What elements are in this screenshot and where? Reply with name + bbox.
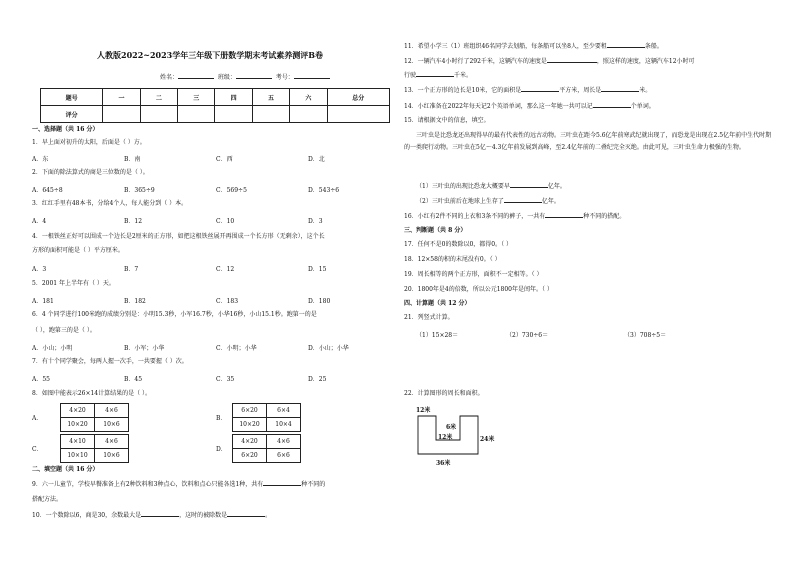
option-c-grid[interactable] (60, 434, 129, 463)
score-cell: 一 (103, 89, 140, 106)
option[interactable]: A．55 (32, 376, 50, 383)
question-18: 18．12×58的积的末尾没有0。（ ） (404, 256, 501, 263)
score-cell: 题号 (41, 89, 103, 106)
score-input-cell[interactable] (252, 106, 289, 123)
question-text: 个单词。 (630, 103, 655, 110)
question-10: 10．一个数除以6，商是30，余数最大是 ，这时的被除数是 。 (32, 512, 272, 519)
grid-cell: 4×20 (61, 404, 95, 418)
grid-cell: 10×20 (233, 418, 267, 432)
option[interactable]: D．15 (308, 266, 327, 273)
score-cell: 六 (290, 89, 327, 106)
grid-cell: 4×6 (95, 404, 129, 418)
question-text: 条船。 (644, 43, 663, 50)
question-15-2 (416, 197, 560, 206)
question-text: 12．一辆汽车4小时行了292千米，这辆汽车的速度是 (404, 58, 547, 65)
student-info-line (160, 72, 330, 81)
class-label: 班级： (217, 74, 236, 81)
question-4: 4．一根铁丝正好可以围成一个边长是2厘米的正方形，如把这根铁丝展开再围成一个长方形（无剩余），这个长 (32, 233, 325, 240)
option[interactable]: A．645÷8 (32, 187, 63, 194)
right-column (402, 0, 774, 562)
figure-label-right: 24米 (480, 436, 495, 443)
option[interactable]: A．181 (32, 298, 54, 305)
option-a-grid[interactable] (60, 403, 129, 432)
figure-label-bottom: 36米 (436, 460, 451, 467)
grid-cell: 10×6 (95, 418, 129, 432)
figure-label-notch-height: 12米 (438, 434, 453, 441)
question-text: 平方米，周长是 (559, 87, 602, 94)
option[interactable]: C．569÷5 (216, 187, 247, 194)
score-input-cell[interactable] (103, 106, 140, 123)
question-4-cont: 方形的面积可能是（ ）平方厘米。 (32, 247, 124, 254)
question-7: 7．有十个同学聚会，每两人握一次手，一共要握（ ）次。 (32, 358, 188, 365)
question-19: 19．周长相等的两个正方形，面积不一定相等。（ ） (404, 271, 543, 278)
question-21: 21．列竖式计算。 (404, 314, 454, 321)
question-text: ，照这样的速度，这辆汽车12小时可 (596, 58, 695, 65)
answer-blank[interactable] (263, 480, 301, 486)
question-13 (404, 86, 651, 95)
question-14 (404, 102, 655, 111)
score-value-row (41, 106, 390, 123)
question-text: 亿年。 (547, 183, 566, 190)
option-d-grid[interactable] (232, 434, 301, 463)
name-field[interactable] (178, 73, 214, 79)
question-2: 2．下面的除法算式的商是三位数的是（ ）。 (32, 169, 149, 176)
question-20: 20．1800年是4的倍数，所以公元1800年是闰年。（ ） (404, 286, 553, 293)
grid-cell: 4×10 (61, 435, 95, 449)
question-12 (404, 57, 695, 66)
answer-blank[interactable] (547, 57, 597, 63)
score-cell: 三 (178, 89, 215, 106)
section-heading: 一、选择题（共 16 分） (32, 126, 99, 133)
score-cell: 评分 (41, 106, 103, 123)
question-3: 3．红红手里有48本书，分给4个人，每人能分到（ ）本。 (32, 200, 188, 207)
answer-blank[interactable] (593, 102, 631, 108)
answer-blank[interactable] (510, 182, 548, 188)
grid-cell: 6×4 (267, 404, 301, 418)
question-text: （1）三叶虫的出现比恐龙大概要早 (416, 183, 510, 190)
option[interactable]: A．4 (32, 218, 47, 225)
calc-item: （1）15×28＝ (416, 332, 459, 339)
option[interactable]: D．25 (308, 376, 327, 383)
score-cell: 二 (140, 89, 177, 106)
option-label[interactable]: A． (32, 415, 43, 422)
name-label: 姓名： (160, 74, 179, 81)
grid-cell: 10×6 (95, 449, 129, 463)
calc-item: （3）708÷5＝ (624, 332, 667, 339)
section-heading: 二、填空题（共 16 分） (32, 466, 99, 473)
answer-blank[interactable] (601, 86, 639, 92)
question-22: 22．计算图形的周长和面积。 (404, 390, 484, 397)
figure-label-top: 12米 (416, 407, 431, 414)
option[interactable]: C．183 (216, 298, 239, 305)
question-text: 13．一个正方形的边长是10米，它的面积是 (404, 87, 522, 94)
option[interactable]: C．12 (216, 266, 235, 273)
section-heading: 三、判断题（共 8 分） (404, 227, 467, 234)
grid-cell: 6×6 (267, 449, 301, 463)
left-column (30, 0, 390, 562)
option[interactable]: C．小明；小华 (216, 345, 257, 352)
question-8: 8．如图中能表示26×14计算结果的是（ ）。 (32, 390, 152, 397)
question-text: 亿年。 (541, 198, 560, 205)
question-text: 9．六一儿童节，学校早餐准备上有2种饮料和3种点心，饮料和点心只能各选1种，共有 (32, 481, 264, 488)
option-label[interactable]: B． (216, 415, 227, 422)
id-field[interactable] (294, 73, 330, 79)
question-text: 千米。 (454, 72, 473, 79)
score-input-cell[interactable] (215, 106, 252, 123)
question-16 (404, 212, 625, 221)
page-title: 人教版2022~2023学年三年级下册数学期末考试素养测评B卷 (97, 50, 323, 60)
option-label[interactable]: C． (32, 446, 43, 453)
option-b-grid[interactable] (232, 403, 301, 432)
score-header-row (41, 89, 390, 106)
score-input-cell[interactable] (178, 106, 215, 123)
grid-cell: 6×20 (233, 404, 267, 418)
option[interactable]: B．7 (124, 266, 139, 273)
question-9 (32, 480, 325, 489)
score-input-cell[interactable] (290, 106, 327, 123)
answer-blank[interactable] (141, 511, 179, 517)
question-9-cont: 搭配方法。 (32, 496, 63, 503)
answer-blank[interactable] (504, 197, 542, 203)
question-text: （2）三叶虫前后在地球上生存了 (416, 198, 504, 205)
answer-blank[interactable] (545, 212, 583, 218)
question-text: 10．一个数除以6，商是30，余数最大是 (32, 512, 142, 519)
figure-label-notch-width: 6米 (446, 424, 457, 431)
question-12-cont (404, 71, 472, 80)
question-text: 种不同的搭配。 (583, 213, 626, 220)
question-6-cont: （ ），跑第三的是（ ）。 (32, 327, 96, 334)
question-15-1 (416, 182, 566, 191)
option[interactable]: B．365÷9 (124, 187, 155, 194)
score-input-cell[interactable] (140, 106, 177, 123)
option[interactable]: B．45 (124, 376, 143, 383)
question-1: 1．早上面对初升的太阳，后面是（ ）方。 (32, 139, 146, 146)
option[interactable]: A．东 (32, 156, 49, 163)
question-5: 5．2001 年上半年有（ ）天。 (32, 280, 115, 287)
option[interactable]: B．12 (124, 218, 143, 225)
question-17: 17．任何不是0的数除以0，都得0。（ ） (404, 241, 512, 248)
question-11 (404, 42, 663, 51)
question-text: ，这时的被除数是 (179, 512, 228, 519)
answer-blank[interactable] (607, 42, 645, 48)
score-cell: 五 (252, 89, 289, 106)
answer-blank[interactable] (227, 511, 265, 517)
grid-cell: 10×20 (61, 418, 95, 432)
option[interactable]: C．10 (216, 218, 235, 225)
id-label: 考号： (275, 74, 294, 81)
score-cell: 四 (215, 89, 252, 106)
option[interactable]: D．小山；小华 (308, 345, 349, 352)
reading-passage: 三叶虫是比恐龙还出现得早的最有代表性的远古动物。三叶虫在距今5.6亿年前寒武纪就出现了，而恐龙是出现在2.5亿年前中生代时期的一类爬行动物。三叶虫在5亿～4.3亿年前发展到高峰，至2.4亿年前的二叠纪完全灭绝。由此可见，三叶虫生命力极强的生物。 (404, 132, 772, 151)
option[interactable]: A．3 (32, 266, 47, 273)
grid-cell: 6×20 (233, 449, 267, 463)
score-table (40, 88, 390, 123)
option[interactable]: B．182 (124, 298, 146, 305)
question-text: 种不同的 (301, 481, 326, 488)
option[interactable]: C．西 (216, 156, 233, 163)
question-text: 米。 (639, 87, 652, 94)
score-input-cell[interactable] (327, 106, 389, 123)
answer-blank[interactable] (521, 86, 559, 92)
grid-cell: 10×10 (61, 449, 95, 463)
option[interactable]: D．180 (308, 298, 331, 305)
calc-item: （2）730÷6＝ (506, 332, 549, 339)
option[interactable]: D．北 (308, 156, 325, 163)
grid-cell: 4×20 (233, 435, 267, 449)
option[interactable]: A．小山；小明 (32, 345, 73, 352)
option-label[interactable]: D． (216, 446, 227, 453)
grid-cell: 4×6 (267, 435, 301, 449)
question-text: 行驶 (404, 72, 417, 79)
option[interactable]: D．543÷6 (308, 187, 340, 194)
option[interactable]: B．小军；小华 (124, 345, 165, 352)
score-cell: 总分 (327, 89, 389, 106)
class-field[interactable] (236, 73, 272, 79)
answer-blank[interactable] (416, 71, 454, 77)
option[interactable]: D．3 (308, 218, 323, 225)
option[interactable]: B．南 (124, 156, 141, 163)
grid-cell: 4×6 (95, 435, 129, 449)
option[interactable]: C．35 (216, 376, 235, 383)
question-text: 14．小红准备在2022年每天记2个英语单词，那么这一年她一共可以记 (404, 103, 593, 110)
question-text: 16．小红有2件不同的上衣和3条不同的裤子，一共有 (404, 213, 546, 220)
question-15: 15．请根据文中的信息，填空。 (404, 117, 490, 124)
question-6: 6．4 个同学进行100米跑的成绩分别是：小明15.3秒，小军16.7秒，小华16秒，小山15.1秒。跑第一的是 (32, 311, 317, 318)
section-heading: 四、计算题（共 12 分） (404, 300, 471, 307)
grid-cell: 10×4 (267, 418, 301, 432)
question-text: 11．希望小学三（1）班组织46名同学去划船，每条船可以坐8人，至少要租 (404, 43, 607, 50)
